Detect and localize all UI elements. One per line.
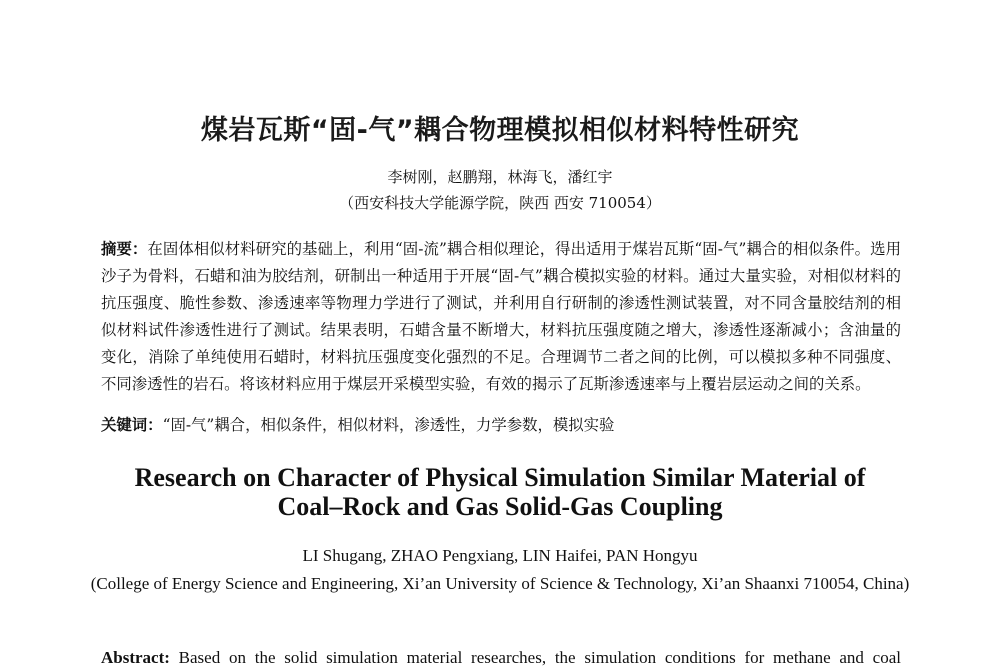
chinese-abstract-label: 摘要： (101, 240, 148, 258)
english-title-line-2: Coal–Rock and Gas Solid-Gas Coupling (277, 492, 723, 521)
chinese-keywords-label: 关键词： (101, 416, 163, 434)
english-affiliation: (College of Energy Science and Engineering, Xi’an University of Science & Technology, Xi’an Shaanxi 710054, China) (90, 574, 910, 593)
english-authors: LI Shugang, ZHAO Pengxiang, LIN Haifei, PAN Hongyu (302, 546, 698, 565)
english-title (0, 463, 1000, 521)
chinese-keywords (101, 412, 901, 439)
chinese-abstract (101, 236, 901, 398)
chinese-title: 煤岩瓦斯“固-气”耦合物理模拟相似材料特性研究 (200, 115, 800, 146)
chinese-abstract-text: 在固体相似材料研究的基础上，利用“固-流”耦合相似理论，得出适用于煤岩瓦斯“固-气”耦合的相似条件。选用沙子为骨料，石蜡和油为胶结剂，研制出一种适用于开展“固-气”耦合模拟实验的材料。通过大量实验，对相似材料的抗压强度、脆性参数、渗透速率等物理力学进行了测试，并利用自行研制的渗透性测试装置，对不同含量胶结剂的相似材料试件渗透性进行了测试。结果表明，石蜡含量不断增大，材料抗压强度随之增大，渗透性逐渐减小；含油量的变化，消除了单纯使用石蜡时，材料抗压强度变化强烈的不足。合理调节二者之间的比例，可以模拟多种不同强度、不同渗透性的岩石。将该材料应用于煤层开采模型实验，有效的揭示了瓦斯渗透速率与上覆岩层运动之间的关系。 (101, 240, 901, 393)
chinese-authors: 李树刚，赵鹏翔，林海飞，潘红宇 (387, 168, 613, 186)
english-abstract-label: Abstract: (101, 648, 170, 667)
chinese-keywords-text: “固-气”耦合，相似条件，相似材料，渗透性，力学参数，模拟实验 (162, 416, 615, 434)
english-abstract (101, 645, 901, 670)
chinese-affiliation: （西安科技大学能源学院，陕西 西安 710054） (339, 194, 661, 212)
english-abstract-text: Based on the solid simulation material researches, the simulation conditions for methane and coal (169, 648, 901, 667)
english-title-line-1: Research on Character of Physical Simulation Similar Material of (134, 463, 866, 492)
